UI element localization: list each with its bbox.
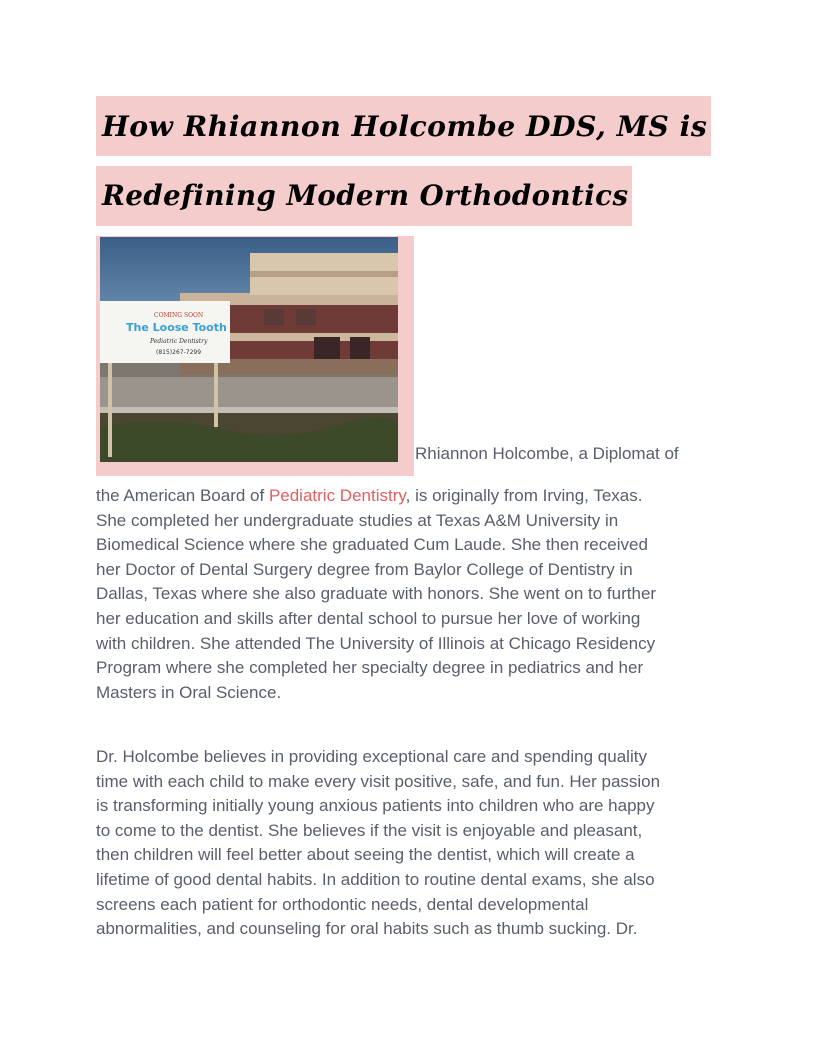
text-line: then children will feel better about seeing the dentist, which will create a	[96, 845, 635, 865]
philosophy-paragraph	[96, 745, 726, 942]
text-line: Dallas, Texas where she also graduate with honors. She went on to further	[96, 584, 657, 604]
text-line: to come to the dentist. She believes if the visit is enjoyable and pleasant,	[96, 820, 643, 840]
title-line-2: Redefining Modern Orthodontics	[96, 166, 632, 226]
office-photo	[100, 237, 398, 462]
caption-start: Rhiannon Holcombe, a Diplomat of	[415, 444, 679, 463]
text-line: Program where she completed her specialty degree in pediatrics and her	[96, 658, 644, 678]
text-line: time with each child to make every visit positive, safe, and fun. Her passion	[96, 771, 661, 791]
text-line: screens each patient for orthodontic needs, dental developmental	[96, 894, 589, 914]
sign-business-name: The Loose Tooth	[126, 321, 227, 334]
sign-specialty: Pediatric Dentistry	[150, 338, 208, 345]
pediatric-dentistry-link[interactable]: Pediatric Dentistry	[268, 486, 406, 505]
text-line: Masters in Oral Science.	[96, 682, 282, 702]
text-line: is transforming initially young anxious patients into children who are happy	[96, 796, 655, 816]
bio-paragraph	[96, 484, 726, 705]
text-line: abnormalities, and counseling for oral habits such as thumb sucking. Dr.	[96, 919, 638, 939]
text-line: She completed her undergraduate studies at Texas A&M University in	[96, 510, 619, 530]
text-line: her Doctor of Dental Surgery degree from Baylor College of Dentistry in	[96, 559, 633, 579]
title-line-1: How Rhiannon Holcombe DDS, MS is	[96, 96, 711, 156]
text-line: her education and skills after dental school to pursue her love of working	[96, 608, 641, 628]
text-line: Biomedical Science where she graduated Cum Laude. She then received	[96, 535, 648, 555]
text-segment: the American Board of	[96, 486, 269, 505]
text-line	[96, 484, 726, 509]
text-line: with children. She attended The University of Illinois at Chicago Residency	[96, 633, 656, 653]
photo-highlight	[96, 236, 414, 476]
text-line: lifetime of good dental habits. In addition to routine dental exams, she also	[96, 869, 655, 889]
text-line: Dr. Holcombe believes in providing exceptional care and spending quality	[96, 747, 647, 766]
sign-phone: (815)267-7299	[156, 349, 202, 356]
text-segment: , is originally from Irving, Texas.	[405, 486, 643, 505]
sign-coming-soon: COMING SOON	[154, 312, 204, 319]
